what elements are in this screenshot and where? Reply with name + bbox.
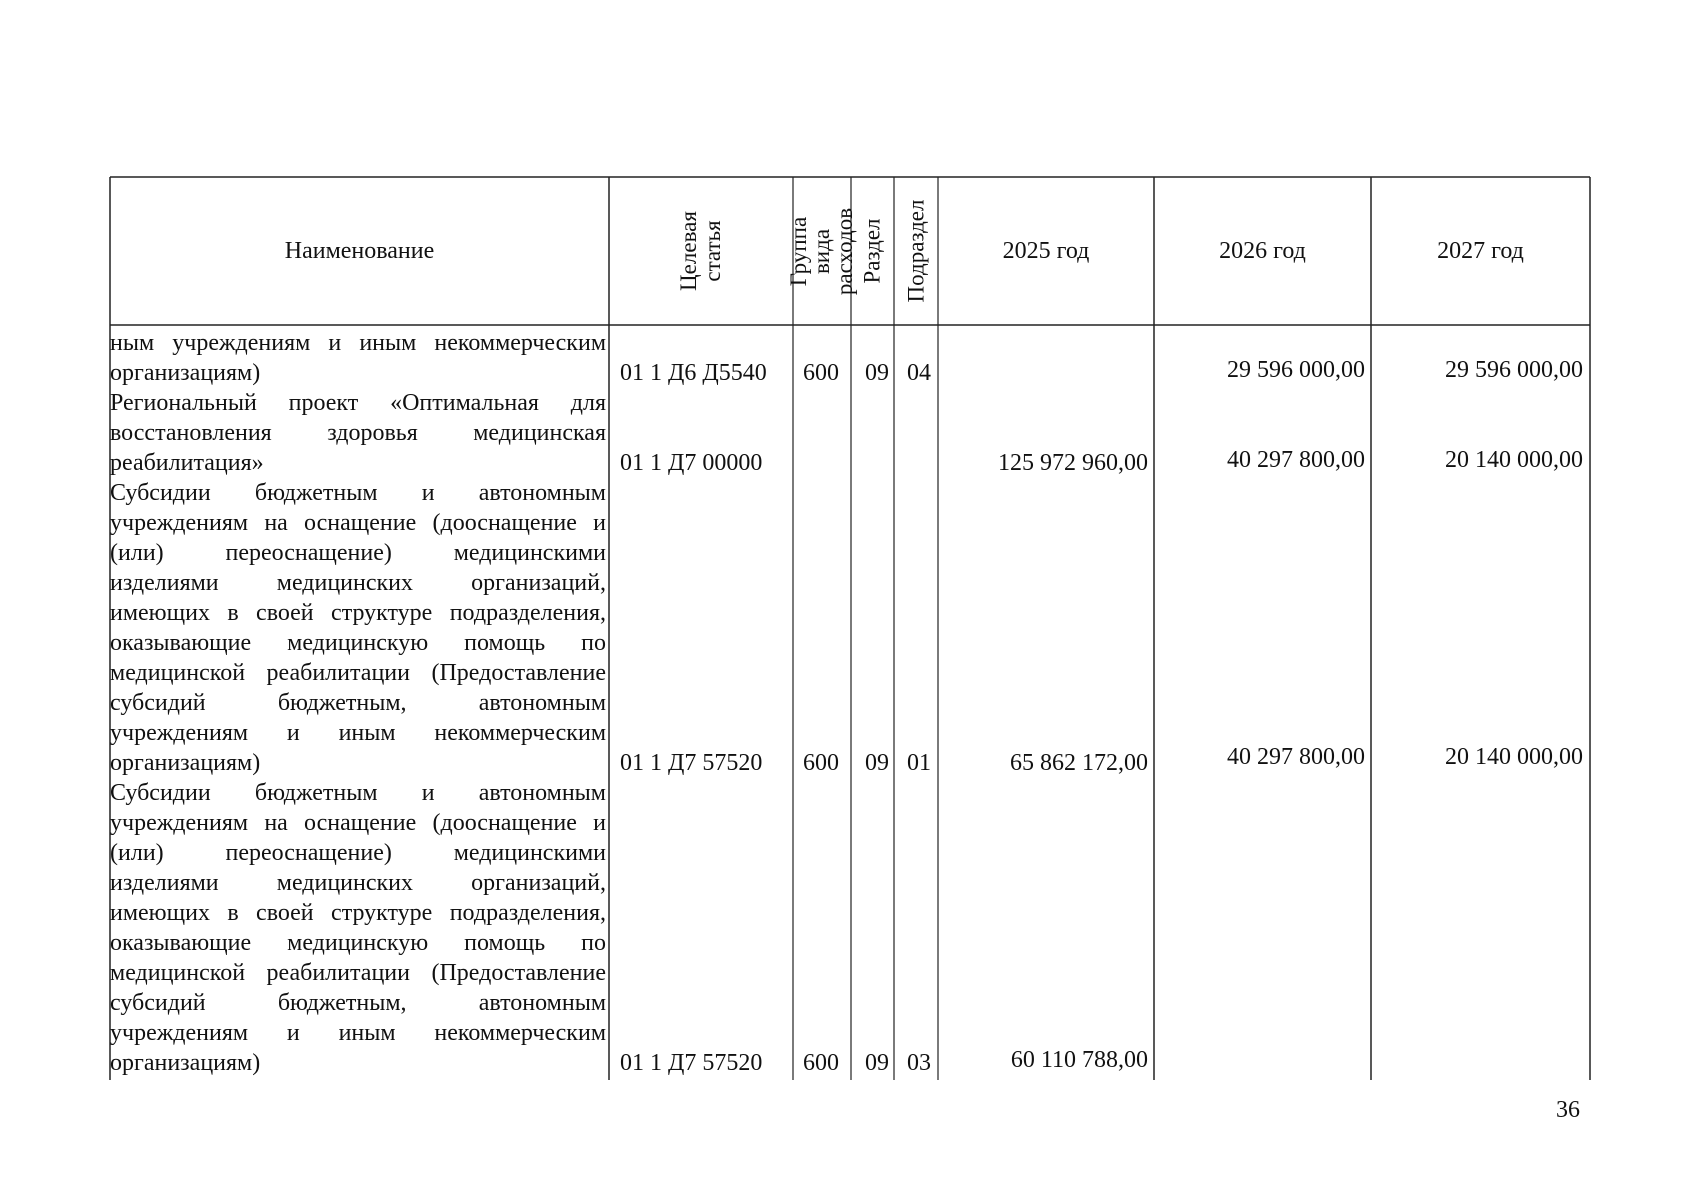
row-0-subsection: 04 xyxy=(907,360,931,386)
header-expense-group-cell xyxy=(786,177,858,325)
row-2-subsection: 01 xyxy=(907,750,931,776)
row-2-group: 600 xyxy=(803,750,839,776)
row-3-2025: 60 110 788,00 xyxy=(1010,1047,1148,1073)
row-1-2027: 20 140 000,00 xyxy=(1445,447,1583,473)
header-year-2026: 2026 год xyxy=(1219,237,1306,264)
page-number: 36 xyxy=(1556,1097,1580,1123)
header-subsection-cell xyxy=(894,177,938,325)
row-3-group: 600 xyxy=(803,1050,839,1076)
row-0-2027: 29 596 000,00 xyxy=(1445,357,1583,383)
header-section-cell xyxy=(851,177,894,325)
row-1-code: 01 1 Д7 00000 xyxy=(620,450,763,476)
row-3-code: 01 1 Д7 57520 xyxy=(620,1050,763,1076)
header-section: Раздел xyxy=(859,218,885,284)
row-3-name: Субсидии бюджетным и автономным учреждениям на оснащение (дооснащение и (или) переоснащение) медицинскими изделиями медицинских организаций, имеющих в своей структуре подразделения, оказывающие медицинскую помощь по медицинской реабилитации (Предоставление субсидий бюджетным, автономным учреждениям и иным некоммерческим организациям) xyxy=(110,780,606,1076)
header-year-2027: 2027 год xyxy=(1437,237,1524,264)
row-0-section: 09 xyxy=(865,360,889,386)
header-target-article: Целевая статья xyxy=(676,211,725,291)
row-2-code: 01 1 Д7 57520 xyxy=(620,750,763,776)
row-0-name: ным учреждениям и иным некоммерческим организациям) xyxy=(110,330,606,386)
header-year-2025: 2025 год xyxy=(1002,237,1090,264)
row-2-2025: 65 862 172,00 xyxy=(1010,750,1148,776)
row-1-2026: 40 297 800,00 xyxy=(1227,447,1365,473)
row-3-subsection: 03 xyxy=(907,1050,931,1076)
row-3-section: 09 xyxy=(865,1050,889,1076)
row-2-2027: 20 140 000,00 xyxy=(1445,744,1583,770)
row-2-2026: 40 297 800,00 xyxy=(1227,744,1365,770)
row-0-group: 600 xyxy=(803,360,839,386)
header-expense-group: Группа вида расходов xyxy=(786,207,858,295)
header-subsection: Подраздел xyxy=(903,199,929,303)
header-target-article-cell xyxy=(609,177,793,325)
header-name: Наименование xyxy=(284,237,435,264)
row-2-section: 09 xyxy=(865,750,889,776)
row-1-2025: 125 972 960,00 xyxy=(998,450,1148,476)
row-0-code: 01 1 Д6 Д5540 xyxy=(620,360,767,386)
row-2-name: Субсидии бюджетным и автономным учреждениям на оснащение (дооснащение и (или) переоснащение) медицинскими изделиями медицинских организаций, имеющих в своей структуре подразделения, оказывающие медицинскую помощь по медицинской реабилитации (Предоставление субсидий бюджетным, автономным учреждениям и иным некоммерческим организациям) xyxy=(110,480,606,776)
row-1-name: Региональный проект «Оптимальная для восстановления здоровья медицинская реабилитация» xyxy=(110,390,606,476)
row-0-2026: 29 596 000,00 xyxy=(1227,357,1365,383)
